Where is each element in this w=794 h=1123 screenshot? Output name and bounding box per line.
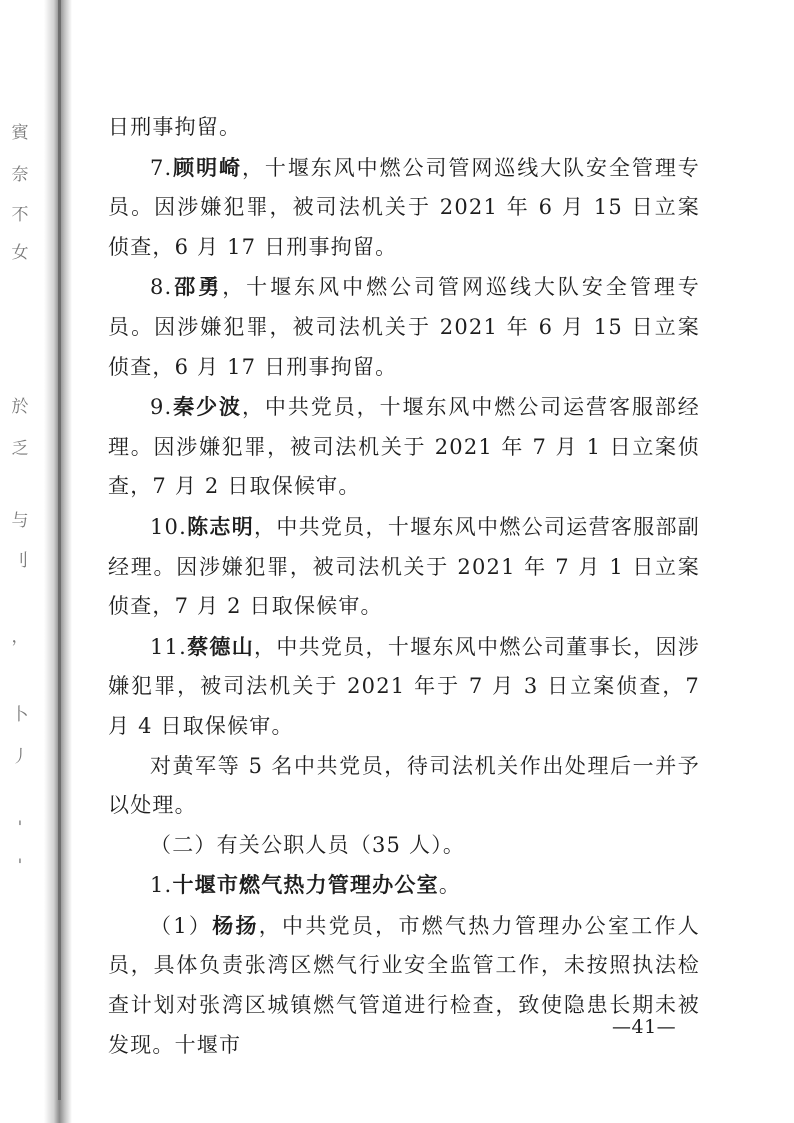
- organization-name: 十堰市燃气热力管理办公室: [172, 872, 439, 898]
- paragraph-text: 。: [438, 873, 462, 898]
- section-heading: [108, 826, 700, 866]
- item-number: 7.: [150, 155, 173, 180]
- margin-glyph: 奈: [11, 165, 29, 185]
- section-heading-text: （二）有关公职人员（35 人）。: [150, 832, 466, 857]
- margin-glyph: 乏: [11, 439, 29, 459]
- person-name: 顾明崎: [172, 154, 242, 180]
- margin-glyph: 刂: [11, 551, 29, 571]
- item-number: 1.: [150, 873, 173, 898]
- paragraph: [108, 627, 700, 747]
- paragraph: [108, 906, 700, 1065]
- subsection-heading: [108, 865, 700, 906]
- margin-glyph: 賓: [11, 123, 29, 143]
- person-name: 陈志明: [187, 513, 255, 539]
- paragraph-text: 对黄军等 5 名中共党员，待司法机关作出处理后一并予以处理。: [108, 753, 700, 818]
- margin-glyph: ': [17, 856, 23, 876]
- person-name: 蔡德山: [187, 633, 255, 659]
- paragraph: [108, 267, 700, 387]
- item-number: （1）: [150, 913, 213, 938]
- paragraph: [108, 148, 700, 268]
- document-body: [108, 108, 700, 1065]
- item-number: 11.: [150, 634, 187, 659]
- paragraph-text: ，十堰东风中燃公司管网巡线大队安全管理专员。因涉嫌犯罪，被司法机关于 2021 年 6 月 15 日立案侦查，6 月 17 日刑事拘留。: [108, 275, 701, 379]
- margin-glyph: 於: [11, 397, 29, 417]
- paragraph-text: ，中共党员，市燃气热力管理办公室工作人员，具体负责张湾区燃气行业安全监管工作，未按照执法检查计划对张湾区城镇燃气管道进行检查，致使隐患长期未被发现。十堰市: [108, 913, 700, 1057]
- margin-glyph: ，: [11, 627, 29, 647]
- item-number: 10.: [150, 514, 187, 539]
- margin-glyph: 丿: [11, 747, 29, 767]
- page-number: —41—: [612, 1016, 677, 1038]
- paragraph-text: ，中共党员，十堰东风中燃公司运营客服部经理。因涉嫌犯罪，被司法机关于 2021 年 7 月 1 日立案侦查，7 月 2 日取保候审。: [108, 395, 701, 499]
- binding-edge: [58, 0, 61, 1100]
- paragraph: [108, 387, 700, 507]
- margin-glyph: ': [17, 818, 23, 838]
- paragraph: [108, 747, 700, 826]
- person-name: 杨扬: [212, 912, 259, 938]
- margin-glyph: 不: [11, 205, 29, 225]
- paragraph: [108, 507, 700, 627]
- person-name: 秦少波: [172, 394, 242, 420]
- person-name: 邵勇: [172, 274, 223, 300]
- paragraph-text: ，中共党员，十堰东风中燃公司董事长，因涉嫌犯罪，被司法机关于 2021 年于 7 月 3 日立案侦查，7 月 4 日取保候审。: [108, 634, 700, 738]
- margin-glyph: 与: [11, 511, 29, 531]
- paragraph-text: ，中共党员，十堰东风中燃公司运营客服部副经理。因涉嫌犯罪，被司法机关于 2021 年 7 月 1 日立案侦查，7 月 2 日取保候审。: [108, 514, 700, 619]
- item-number: 9.: [150, 395, 173, 420]
- margin-glyph: 女: [11, 243, 29, 263]
- paragraph-text: 日刑事拘留。: [108, 115, 242, 139]
- paragraph-text: ，十堰东风中燃公司管网巡线大队安全管理专员。因涉嫌犯罪，被司法机关于 2021 年 6 月 15 日立案侦查，6 月 17 日刑事拘留。: [108, 155, 701, 259]
- item-number: 8.: [150, 275, 173, 300]
- paragraph: [108, 108, 700, 148]
- margin-glyph: 卜: [11, 705, 29, 725]
